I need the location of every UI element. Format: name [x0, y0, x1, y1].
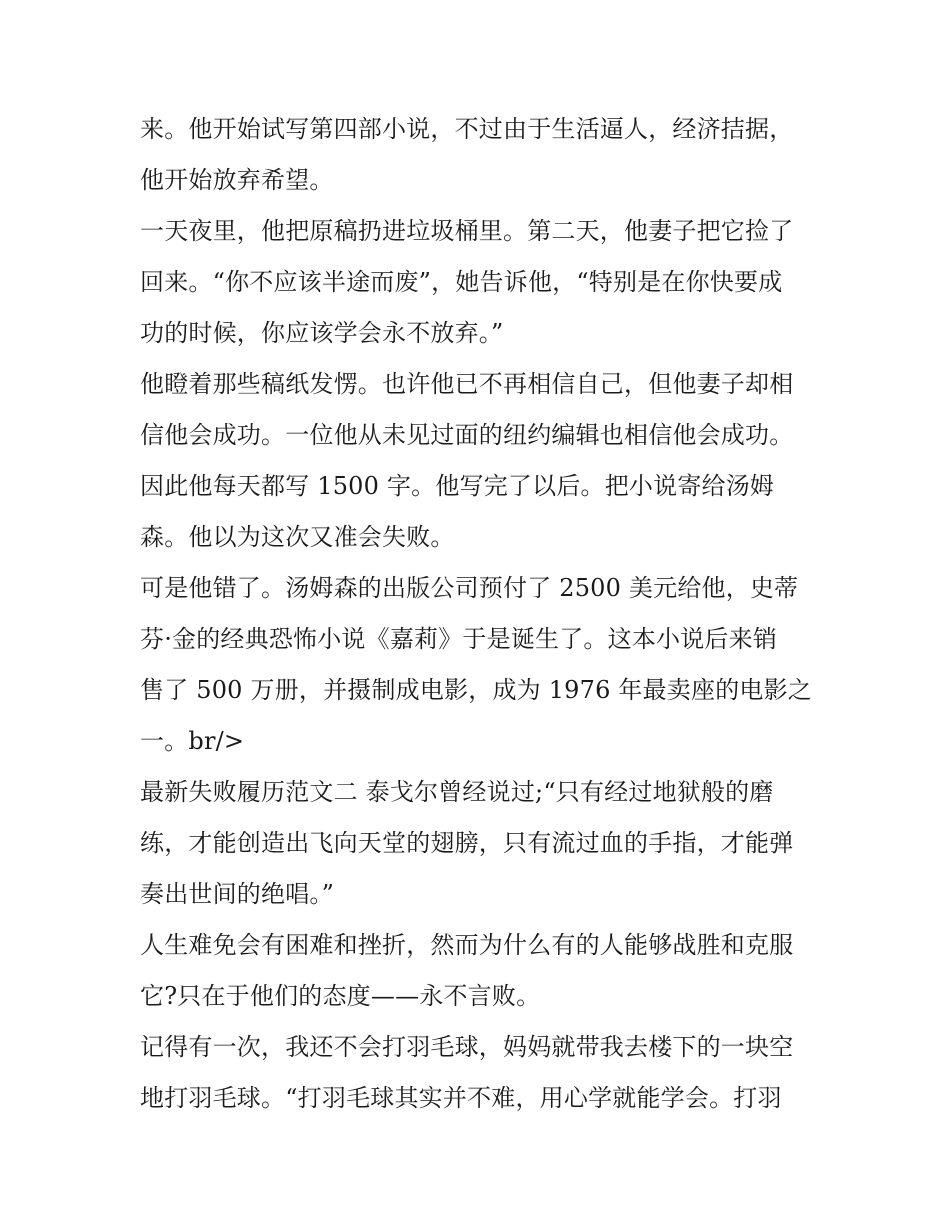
text-line: 他瞪着那些稿纸发愣。也许他已不再相信自己，但他妻子却相 [140, 370, 794, 398]
text-line: 一天夜里，他把原稿扔进垃圾桶里。第二天，他妻子把它捡了 [140, 217, 794, 245]
text-line: 信他会成功。一位他从未见过面的纽约编辑也相信他会成功。 [140, 421, 794, 449]
text-line: 记得有一次，我还不会打羽毛球，妈妈就带我去楼下的一块空 [140, 1033, 794, 1061]
document-body [140, 104, 820, 1124]
text-line: 功的时候，你应该学会永不放弃。” [140, 319, 504, 347]
text-line: 森。他以为这次又准会失败。 [140, 523, 455, 551]
text-line: 它?只在于他们的态度——永不言败。 [140, 982, 541, 1010]
text-line: 来。他开始试写第四部小说，不过由于生活逼人，经济拮据， [140, 115, 794, 143]
text-line: 可是他错了。汤姆森的出版公司预付了 2500 美元给他，史蒂 [140, 574, 799, 602]
text-line: 地打羽毛球。“打羽毛球其实并不难，用心学就能学会。打羽 [140, 1084, 782, 1112]
text-line: 最新失败履历范文二 泰戈尔曾经说过;“只有经过地狱般的磨 [140, 778, 774, 806]
text-line: 芬·金的经典恐怖小说《嘉莉》于是诞生了。这本小说后来销 [140, 625, 778, 653]
text-line: 因此他每天都写 1500 字。他写完了以后。把小说寄给汤姆 [140, 472, 775, 500]
text-line: 人生难免会有困难和挫折，然而为什么有的人能够战胜和克服 [140, 931, 794, 959]
text-line: 练，才能创造出飞向天堂的翅膀，只有流过血的手指，才能弹 [140, 829, 794, 857]
text-line: 回来。“你不应该半途而废”，她告诉他，“特别是在你快要成 [140, 268, 783, 296]
text-line: 一。br/> [140, 727, 245, 755]
text-line: 售了 500 万册，并摄制成电影，成为 1976 年最卖座的电影之 [140, 676, 813, 704]
text-line: 他开始放弃希望。 [140, 166, 334, 194]
text-line: 奏出世间的绝唱。” [140, 880, 335, 908]
